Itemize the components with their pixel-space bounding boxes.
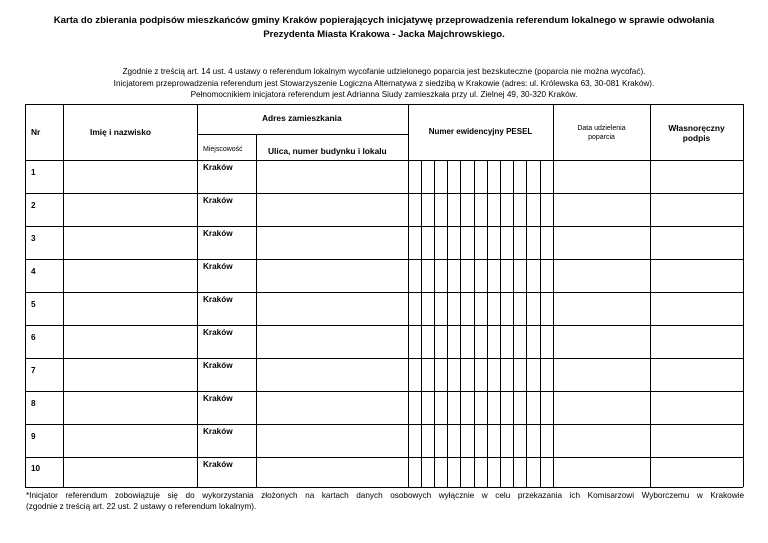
row-city-5: Kraków xyxy=(203,295,233,304)
row-number-7: 7 xyxy=(31,366,36,375)
intro-line-2: Inicjatorem przeprowadzenia referendum jest Stowarzyszenie Logiczna Alternatywa z siedzibą w Krakowie (adres: ul. Królewska 63, 30-081 Kraków). xyxy=(113,78,655,88)
row-number-10: 10 xyxy=(31,464,41,473)
row-city-8: Kraków xyxy=(203,394,233,403)
row-number-4: 4 xyxy=(31,267,36,276)
title-line-2: Prezydenta Miasta Krakowa - Jacka Majchrowskiego. xyxy=(263,29,505,40)
footnote xyxy=(26,490,744,513)
header-signature-line-2: podpis xyxy=(682,133,711,143)
row-city-9: Kraków xyxy=(203,427,233,436)
header-date-line-1: Data udzielenia xyxy=(577,125,626,132)
row-number-2: 2 xyxy=(31,201,36,210)
header-locality: Miejscowość xyxy=(203,146,243,153)
row-number-3: 3 xyxy=(31,234,36,243)
header-signature-line-1: Własnoręczny xyxy=(668,123,725,133)
intro-line-1: Zgodnie z treścią art. 14 ust. 4 ustawy o referendum lokalnym wycofanie udzielonego poparcia jest bezskuteczne (poparcia nie można wycofać). xyxy=(122,67,646,76)
row-number-1: 1 xyxy=(31,168,36,177)
row-city-1: Kraków xyxy=(203,163,233,172)
footnote-line-1: *Inicjator referendum zobowiązuje się do wykorzystania złożonych na kartach danych osobowych wyłącznie w celu przekazania ich Komisarzowi Wyborczemu w Krakowie xyxy=(26,491,744,500)
row-city-10: Kraków xyxy=(203,460,233,469)
header-date-line-2: poparcia xyxy=(588,134,615,141)
header-signature xyxy=(650,123,743,143)
title-line-1: Karta do zbierania podpisów mieszkańców gminy Kraków popierających inicjatywę przeprowadzenia referendum lokalnego w sprawie odwołania xyxy=(53,15,715,26)
row-city-6: Kraków xyxy=(203,328,233,337)
row-number-8: 8 xyxy=(31,399,36,408)
footnote-line-2: (zgodnie z treścią art. 22 ust. 2 ustawy o referendum lokalnym). xyxy=(26,502,257,512)
row-number-6: 6 xyxy=(31,333,36,342)
header-pesel: Numer ewidencyjny PESEL xyxy=(428,127,533,136)
row-city-3: Kraków xyxy=(203,229,233,238)
row-city-4: Kraków xyxy=(203,262,233,271)
row-city-2: Kraków xyxy=(203,196,233,205)
row-city-7: Kraków xyxy=(203,361,233,370)
header-date xyxy=(553,124,650,142)
row-number-5: 5 xyxy=(31,300,36,309)
row-number-9: 9 xyxy=(31,432,36,441)
header-nr: Nr xyxy=(31,127,41,137)
intro-line-3: Pełnomocnikiem inicjatora referendum jest Adrianna Siudy zamieszkała przy ul. Zielnej 49, 30-320 Kraków. xyxy=(190,90,578,99)
header-street: Ulica, numer budynku i lokalu xyxy=(268,146,387,156)
header-address: Adres zamieszkania xyxy=(262,113,342,123)
header-name: Imię i nazwisko xyxy=(90,127,151,137)
